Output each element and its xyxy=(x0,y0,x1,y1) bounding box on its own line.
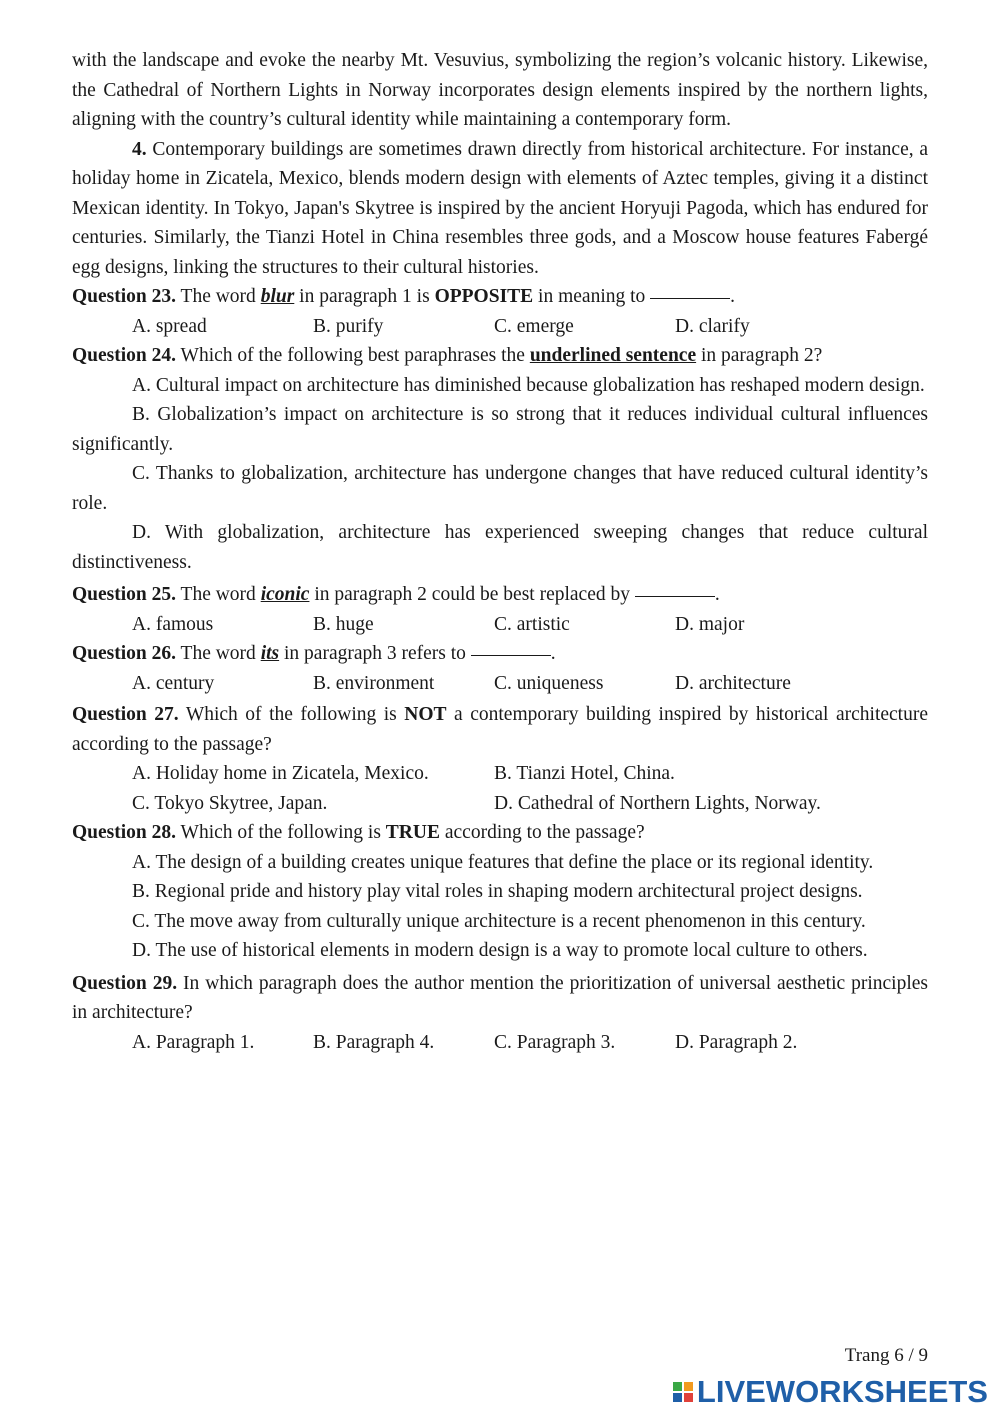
question-27 xyxy=(72,700,928,759)
option-c[interactable]: C. Paragraph 3. xyxy=(494,1031,616,1053)
page-number: Trang 6 / 9 xyxy=(844,1345,928,1366)
option-a[interactable]: A. The design of a building creates unique features that define the place or its regional identity. xyxy=(132,851,874,873)
keyword: its xyxy=(260,643,280,664)
options-q23 xyxy=(72,312,928,342)
question-label: Question 25. xyxy=(72,584,177,605)
option-a[interactable]: A. Holiday home in Zicatela, Mexico. xyxy=(132,763,429,784)
logo-squares-icon xyxy=(673,1382,693,1402)
answer-blank[interactable] xyxy=(635,596,715,597)
option-b[interactable]: B. Globalization’s impact on architecture is so strong that it reduces individual cultural influences significantly. xyxy=(72,404,928,455)
option-c[interactable]: C. uniqueness xyxy=(494,672,604,694)
question-text: . xyxy=(550,643,556,664)
option-d[interactable]: D. clarify xyxy=(675,315,750,337)
question-label: Question 27. xyxy=(72,704,179,725)
question-29 xyxy=(72,969,928,1028)
emphasis: NOT xyxy=(404,704,447,725)
question-text: in paragraph 3 refers to xyxy=(279,643,471,664)
question-text: In which paragraph does the author mention the prioritization of universal aesthetic principles in architecture? xyxy=(72,972,928,1023)
option-c[interactable]: C. The move away from culturally unique architecture is a recent phenomenon in this century. xyxy=(132,910,866,932)
question-label: Question 29. xyxy=(72,972,178,994)
option-d[interactable]: D. architecture xyxy=(675,672,791,694)
question-text: The word xyxy=(176,584,261,605)
option-b[interactable]: B. Regional pride and history play vital roles in shaping modern architectural project designs. xyxy=(132,881,863,902)
options-q25 xyxy=(72,610,928,640)
question-28 xyxy=(72,818,928,848)
options-q27-row2 xyxy=(72,789,928,819)
question-23 xyxy=(72,282,928,312)
option-a[interactable]: A. Cultural impact on architecture has diminished because globalization has reshaped modern design. xyxy=(132,374,925,396)
exam-page xyxy=(72,46,928,1057)
question-label: Question 23. xyxy=(72,286,177,307)
question-text: . xyxy=(730,286,736,307)
option-d[interactable]: D. major xyxy=(675,613,745,635)
keyword: iconic xyxy=(260,584,310,605)
question-26 xyxy=(72,639,928,669)
option-a[interactable]: A. spread xyxy=(132,315,207,337)
question-text: in paragraph 2 could be best replaced by xyxy=(309,584,635,605)
question-label: Question 28. xyxy=(72,822,177,843)
option-c[interactable]: C. artistic xyxy=(494,613,570,635)
question-text: in meaning to xyxy=(533,286,651,307)
question-text: a contemporary building inspired by historical architecture according to the passage? xyxy=(72,704,928,755)
question-text: Which of the following is xyxy=(178,704,405,725)
question-text: according to the passage? xyxy=(439,822,645,843)
question-text: in paragraph 2? xyxy=(696,345,823,366)
options-q29 xyxy=(72,1028,928,1058)
passage-paragraph-4 xyxy=(72,135,928,283)
question-25 xyxy=(72,580,928,610)
question-text: The word xyxy=(176,286,261,307)
question-label: Question 24. xyxy=(72,345,177,366)
keyword: blur xyxy=(260,286,295,307)
option-b[interactable]: B. purify xyxy=(313,315,384,337)
option-d[interactable]: D. With globalization, architecture has experienced sweeping changes that reduce cultural distinctiveness. xyxy=(72,522,928,573)
option-a[interactable]: A. Paragraph 1. xyxy=(132,1031,255,1053)
options-q26 xyxy=(72,669,928,699)
question-text: . xyxy=(714,584,720,605)
question-text: Which of the following is xyxy=(176,822,386,843)
option-b[interactable]: B. Tianzi Hotel, China. xyxy=(494,763,675,784)
logo-text: LIVEWORKSHEETS xyxy=(696,1374,988,1409)
option-b[interactable]: B. Paragraph 4. xyxy=(313,1031,435,1053)
emphasis: TRUE xyxy=(385,822,440,843)
option-b[interactable]: B. environment xyxy=(313,672,435,694)
question-label: Question 26. xyxy=(72,643,177,664)
question-text: in paragraph 1 is xyxy=(294,286,435,307)
option-d[interactable]: D. Paragraph 2. xyxy=(675,1031,798,1053)
liveworksheets-logo[interactable] xyxy=(673,1374,988,1410)
question-text: The word xyxy=(176,643,261,664)
option-c[interactable]: C. Tokyo Skytree, Japan. xyxy=(132,792,328,814)
question-text: Which of the following best paraphrases the xyxy=(176,345,530,366)
passage-paragraph-3-tail: with the landscape and evoke the nearby Mt. Vesuvius, symbolizing the region’s volcanic history. Likewise, the Cathedral of Northern Lights in Norway incorporates design elements inspired by the northern lights, aligning with the country’s cultural identity while maintaining a contemporary form. xyxy=(72,50,928,130)
option-a[interactable]: A. famous xyxy=(132,613,214,635)
option-b[interactable]: B. huge xyxy=(313,613,374,635)
option-d[interactable]: D. The use of historical elements in modern design is a way to promote local culture to others. xyxy=(132,940,868,961)
option-c[interactable]: C. Thanks to globalization, architecture has undergone changes that have reduced cultural identity’s role. xyxy=(72,463,928,514)
paragraph-text: Contemporary buildings are sometimes drawn directly from historical architecture. For instance, a holiday home in Zicatela, Mexico, blends modern design with elements of Aztec temples, giving it a distinct Mexican identity. In Tokyo, Japan's Skytree is inspired by the ancient Horyuji Pagoda, which has endured for centuries. Similarly, the Tianzi Hotel in China resembles three gods, and a Moscow house features Fabergé egg designs, linking the structures to their cultural histories. xyxy=(72,138,928,278)
answer-blank[interactable] xyxy=(471,655,551,656)
keyword: underlined sentence xyxy=(529,345,697,366)
options-q27-row1 xyxy=(72,759,928,789)
option-a[interactable]: A. century xyxy=(132,672,215,694)
option-c[interactable]: C. emerge xyxy=(494,315,574,337)
emphasis: OPPOSITE xyxy=(434,286,534,307)
option-d[interactable]: D. Cathedral of Northern Lights, Norway. xyxy=(494,792,821,814)
question-24 xyxy=(72,341,928,371)
paragraph-number: 4. xyxy=(132,138,147,160)
answer-blank[interactable] xyxy=(650,298,730,299)
